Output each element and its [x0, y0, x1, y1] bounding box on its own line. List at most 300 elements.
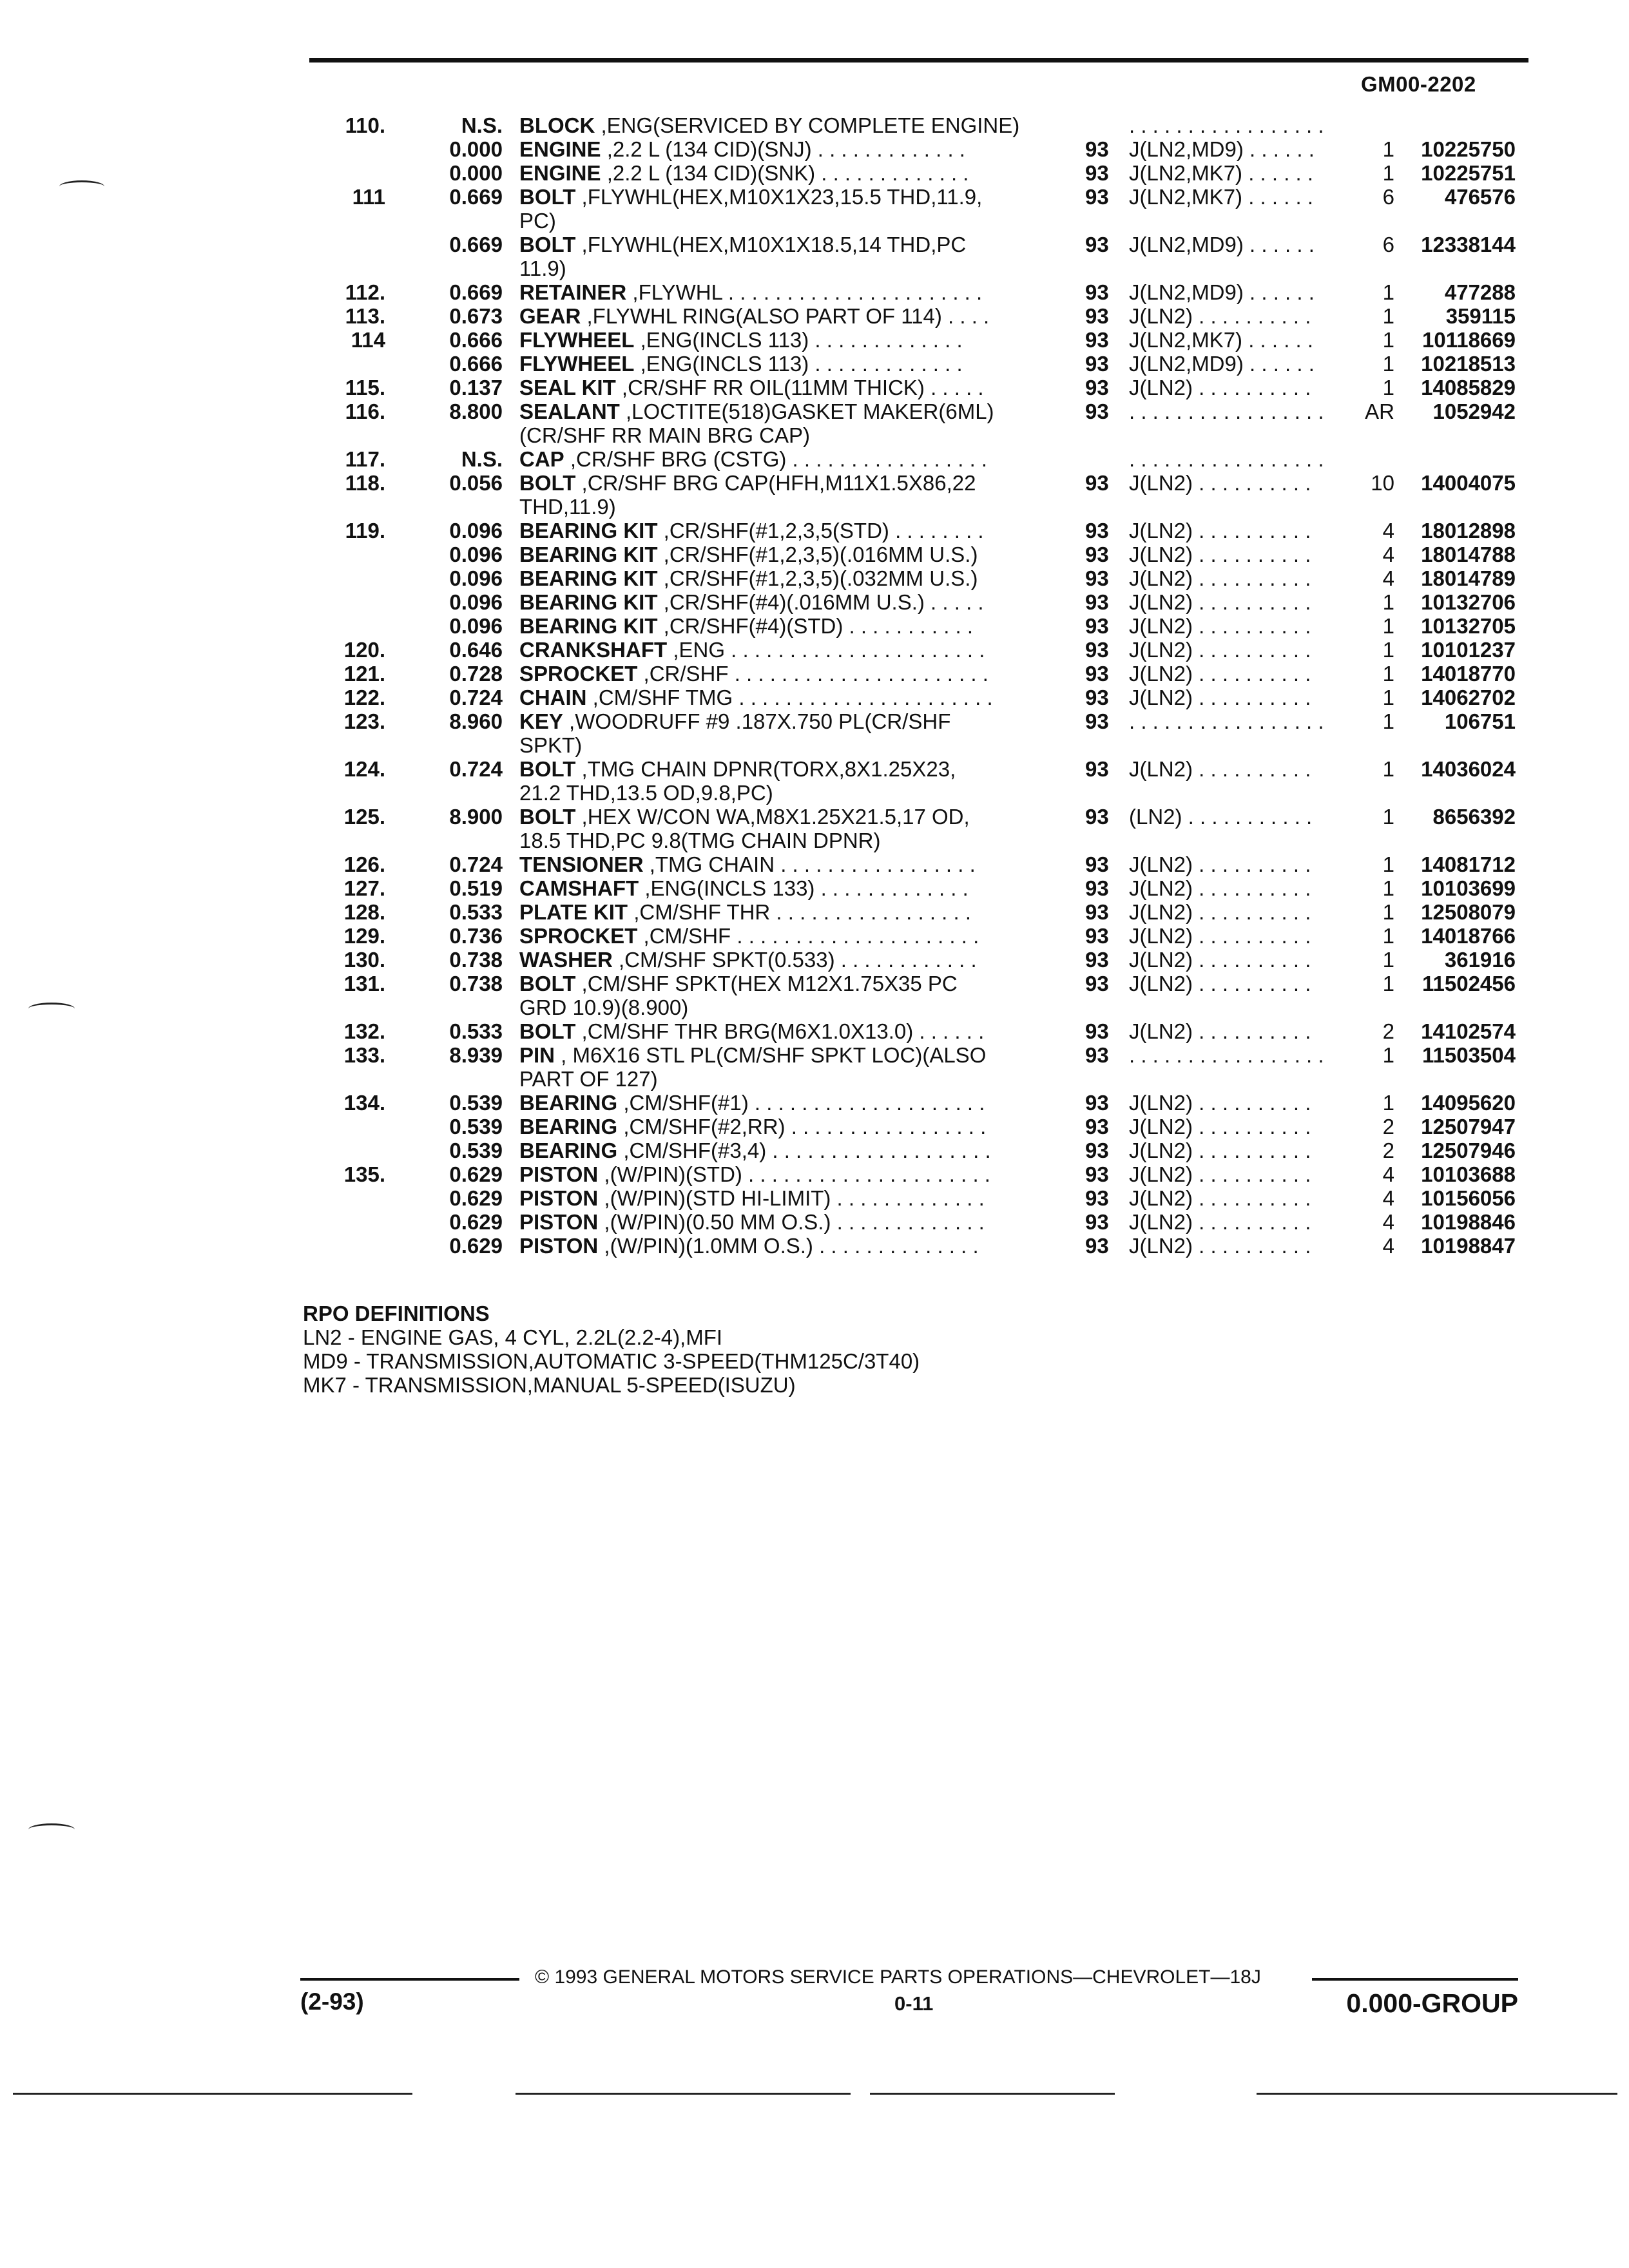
- part-detail: ,CR/SHF(#4)(STD) . . . . . . . . . . .: [657, 614, 974, 638]
- part-number: 10118669: [1422, 328, 1516, 352]
- part-detail: ,CR/SHF BRG (CSTG) . . . . . . . . . . . . . . . . .: [564, 447, 988, 471]
- price-code: 0.096: [449, 543, 503, 566]
- part-number: 106751: [1444, 709, 1516, 733]
- part-name: PLATE KIT: [519, 900, 628, 924]
- price-code: 0.738: [449, 972, 503, 995]
- part-name: SEALANT: [519, 399, 620, 423]
- model-year: 93: [1085, 709, 1109, 733]
- part-number: 10103688: [1421, 1162, 1516, 1186]
- part-description: [519, 638, 1035, 662]
- scan-artifact-line: [1257, 2093, 1617, 2095]
- part-detail: ,CM/SHF(#1) . . . . . . . . . . . . . . . . . . . .: [617, 1091, 985, 1115]
- part-description: [519, 1210, 1035, 1234]
- price-code: 0.669: [449, 185, 503, 209]
- part-detail: ,FLYWHL RING(ALSO PART OF 114) . . . .: [581, 304, 990, 328]
- price-code: 0.629: [449, 1162, 503, 1186]
- quantity: 1: [1382, 709, 1394, 733]
- part-description: [519, 709, 1035, 757]
- part-name: CAP: [519, 447, 564, 471]
- quantity: 2: [1382, 1139, 1394, 1162]
- scan-artifact-line: [13, 2093, 412, 2095]
- table-row: [0, 805, 1629, 852]
- model-year: 93: [1085, 519, 1109, 543]
- usage-code: J(LN2) . . . . . . . . . .: [1129, 1091, 1311, 1115]
- table-row: [0, 662, 1629, 686]
- price-code: N.S.: [461, 113, 503, 137]
- part-detail: ,(W/PIN)(STD HI-LIMIT) . . . . . . . . . . . . .: [598, 1186, 985, 1210]
- part-detail: ,CR/SHF BRG CAP(HFH,M11X1.5X86,22 THD,11.9): [519, 471, 976, 519]
- hole-punch-mark: [28, 1003, 75, 1015]
- model-year: 93: [1085, 876, 1109, 900]
- rpo-line: MD9 - TRANSMISSION,AUTOMATIC 3-SPEED(THM125C/3T40): [303, 1349, 920, 1373]
- usage-code: J(LN2) . . . . . . . . . .: [1129, 1115, 1311, 1139]
- part-number: 14102574: [1421, 1019, 1516, 1043]
- table-row: [0, 948, 1629, 972]
- usage-code: J(LN2,MD9) . . . . . .: [1129, 280, 1315, 304]
- price-code: 0.000: [449, 161, 503, 185]
- part-number: 476576: [1444, 185, 1516, 209]
- table-row: [0, 113, 1629, 137]
- part-detail: ,TMG CHAIN . . . . . . . . . . . . . . . . .: [643, 852, 976, 876]
- quantity: 1: [1382, 638, 1394, 662]
- table-row: [0, 399, 1629, 447]
- model-year: 93: [1085, 352, 1109, 376]
- quantity: 1: [1382, 137, 1394, 161]
- usage-code: J(LN2,MD9) . . . . . .: [1129, 352, 1315, 376]
- table-row: [0, 543, 1629, 566]
- group-label: 0.000-GROUP: [1346, 1988, 1518, 2018]
- usage-code: . . . . . . . . . . . . . . . . .: [1129, 1043, 1324, 1067]
- model-year: 93: [1085, 1162, 1109, 1186]
- part-number: 10198846: [1421, 1210, 1516, 1234]
- part-detail: ,CM/SHF(#2,RR) . . . . . . . . . . . . . . . . .: [617, 1115, 987, 1139]
- part-name: FLYWHEEL: [519, 352, 635, 376]
- quantity: 1: [1382, 352, 1394, 376]
- part-detail: ,ENG(INCLS 113) . . . . . . . . . . . . .: [634, 352, 963, 376]
- part-description: [519, 280, 1035, 304]
- part-detail: , M6X16 STL PL(CM/SHF SPKT LOC)(ALSO PART OF 127): [519, 1043, 987, 1091]
- part-detail: ,LOCTITE(518)GASKET MAKER(6ML) (CR/SHF RR MAIN BRG CAP): [519, 399, 994, 447]
- usage-code: . . . . . . . . . . . . . . . . .: [1129, 447, 1324, 471]
- figure-number: 135.: [343, 1162, 385, 1186]
- quantity: 4: [1382, 1186, 1394, 1210]
- part-number: 14036024: [1421, 757, 1516, 781]
- part-description: [519, 1186, 1035, 1210]
- usage-code: J(LN2,MK7) . . . . . .: [1129, 185, 1314, 209]
- page-number: 0-11: [894, 1992, 934, 2015]
- part-detail: ,(W/PIN)(1.0MM O.S.) . . . . . . . . . . . . . .: [598, 1234, 979, 1258]
- part-name: PISTON: [519, 1210, 599, 1234]
- quantity: 2: [1382, 1115, 1394, 1139]
- table-row: [0, 972, 1629, 1019]
- part-name: PISTON: [519, 1234, 599, 1258]
- quantity: 4: [1382, 1210, 1394, 1234]
- model-year: 93: [1085, 638, 1109, 662]
- quantity: 1: [1382, 852, 1394, 876]
- part-description: [519, 161, 1035, 185]
- footer-date: (2-93): [300, 1988, 364, 2015]
- part-name: BEARING KIT: [519, 543, 658, 566]
- part-number: 10156056: [1421, 1186, 1516, 1210]
- model-year: 93: [1085, 1043, 1109, 1067]
- figure-number: 128.: [343, 900, 385, 924]
- footer-rule-right: [1312, 1978, 1518, 1981]
- part-detail: ,CR/SHF . . . . . . . . . . . . . . . . . . . . . .: [637, 662, 988, 686]
- usage-code: J(LN2) . . . . . . . . . .: [1129, 1019, 1311, 1043]
- usage-code: J(LN2,MK7) . . . . . .: [1129, 161, 1314, 185]
- part-number: 10101237: [1421, 638, 1516, 662]
- model-year: 93: [1085, 614, 1109, 638]
- usage-code: J(LN2) . . . . . . . . . .: [1129, 543, 1311, 566]
- model-year: 93: [1085, 543, 1109, 566]
- model-year: 93: [1085, 1019, 1109, 1043]
- table-row: [0, 852, 1629, 876]
- part-name: WASHER: [519, 948, 613, 972]
- price-code: 0.096: [449, 519, 503, 543]
- table-row: [0, 924, 1629, 948]
- model-year: 93: [1085, 1115, 1109, 1139]
- price-code: 0.724: [449, 852, 503, 876]
- price-code: 0.629: [449, 1234, 503, 1258]
- part-number: 10198847: [1421, 1234, 1516, 1258]
- model-year: 93: [1085, 1139, 1109, 1162]
- usage-code: J(LN2,MD9) . . . . . .: [1129, 137, 1315, 161]
- model-year: 93: [1085, 304, 1109, 328]
- part-name: CAMSHAFT: [519, 876, 639, 900]
- part-detail: ,ENG(INCLS 113) . . . . . . . . . . . . .: [634, 328, 963, 352]
- table-row: [0, 447, 1629, 471]
- part-detail: ,(W/PIN)(0.50 MM O.S.) . . . . . . . . . . . . .: [598, 1210, 985, 1234]
- usage-code: J(LN2) . . . . . . . . . .: [1129, 471, 1311, 495]
- price-code: 0.539: [449, 1091, 503, 1115]
- part-name: BEARING KIT: [519, 590, 658, 614]
- part-description: [519, 590, 1035, 614]
- part-number: 14018770: [1421, 662, 1516, 686]
- part-description: [519, 113, 1035, 137]
- part-description: [519, 805, 1035, 852]
- part-description: [519, 137, 1035, 161]
- quantity: 1: [1382, 304, 1394, 328]
- usage-code: J(LN2) . . . . . . . . . .: [1129, 852, 1311, 876]
- part-detail: ,CR/SHF(#1,2,3,5)(.032MM U.S.): [657, 566, 978, 590]
- part-detail: ,CM/SHF SPKT(HEX M12X1.75X35 PC GRD 10.9)(8.900): [519, 972, 958, 1019]
- part-description: [519, 304, 1035, 328]
- table-row: [0, 614, 1629, 638]
- part-description: [519, 1115, 1035, 1139]
- part-description: [519, 757, 1035, 805]
- part-description: [519, 1043, 1035, 1091]
- quantity: 4: [1382, 543, 1394, 566]
- part-number: 10103699: [1421, 876, 1516, 900]
- usage-code: J(LN2) . . . . . . . . . .: [1129, 1186, 1311, 1210]
- price-code: 0.736: [449, 924, 503, 948]
- quantity: 1: [1382, 686, 1394, 709]
- figure-number: 132.: [343, 1019, 385, 1043]
- document-id: GM00-2202: [1361, 72, 1476, 96]
- part-number: 14018766: [1421, 924, 1516, 948]
- model-year: 93: [1085, 399, 1109, 423]
- table-row: [0, 1043, 1629, 1091]
- figure-number: 129.: [343, 924, 385, 948]
- part-name: SPROCKET: [519, 662, 638, 686]
- figure-number: 130.: [343, 948, 385, 972]
- quantity: 1: [1382, 900, 1394, 924]
- quantity: 1: [1382, 1043, 1394, 1067]
- part-detail: ,FLYWHL(HEX,M10X1X23,15.5 THD,11.9, PC): [519, 185, 983, 233]
- table-row: [0, 1139, 1629, 1162]
- usage-code: J(LN2) . . . . . . . . . .: [1129, 757, 1311, 781]
- rpo-definitions: [303, 1302, 920, 1397]
- part-name: BOLT: [519, 805, 576, 829]
- part-detail: ,HEX W/CON WA,M8X1.25X21.5,17 OD, 18.5 THD,PC 9.8(TMG CHAIN DPNR): [519, 805, 970, 852]
- part-name: PISTON: [519, 1162, 599, 1186]
- price-code: 0.056: [449, 471, 503, 495]
- part-name: PIN: [519, 1043, 555, 1067]
- quantity: 1: [1382, 1091, 1394, 1115]
- price-code: 0.096: [449, 590, 503, 614]
- usage-code: J(LN2) . . . . . . . . . .: [1129, 1234, 1311, 1258]
- part-number: 18012898: [1421, 519, 1516, 543]
- part-description: [519, 852, 1035, 876]
- part-name: FLYWHEEL: [519, 328, 635, 352]
- usage-code: J(LN2,MK7) . . . . . .: [1129, 328, 1314, 352]
- table-row: [0, 304, 1629, 328]
- part-detail: ,FLYWHL(HEX,M10X1X18.5,14 THD,PC 11.9): [519, 233, 967, 280]
- model-year: 93: [1085, 948, 1109, 972]
- part-description: [519, 399, 1035, 447]
- part-name: BEARING: [519, 1139, 618, 1162]
- table-row: [0, 1019, 1629, 1043]
- usage-code: . . . . . . . . . . . . . . . . .: [1129, 709, 1324, 733]
- price-code: 0.533: [449, 900, 503, 924]
- table-row: [0, 280, 1629, 304]
- footer-copyright: © 1993 GENERAL MOTORS SERVICE PARTS OPERATIONS—CHEVROLET—18J: [535, 1966, 1261, 1988]
- part-description: [519, 972, 1035, 1019]
- hole-punch-mark: [28, 1823, 75, 1836]
- part-description: [519, 876, 1035, 900]
- table-row: [0, 185, 1629, 233]
- part-name: BOLT: [519, 1019, 576, 1043]
- table-row: [0, 471, 1629, 519]
- quantity: AR: [1365, 399, 1394, 423]
- usage-code: J(LN2) . . . . . . . . . .: [1129, 566, 1311, 590]
- quantity: 1: [1382, 161, 1394, 185]
- figure-number: 116.: [345, 399, 385, 423]
- part-number: 12507947: [1421, 1115, 1516, 1139]
- usage-code: J(LN2) . . . . . . . . . .: [1129, 686, 1311, 709]
- table-row: [0, 566, 1629, 590]
- table-row: [0, 638, 1629, 662]
- quantity: 4: [1382, 1162, 1394, 1186]
- model-year: 93: [1085, 376, 1109, 399]
- part-detail: ,FLYWHL . . . . . . . . . . . . . . . . . . . . . .: [626, 280, 983, 304]
- usage-code: J(LN2) . . . . . . . . . .: [1129, 662, 1311, 686]
- quantity: 1: [1382, 924, 1394, 948]
- quantity: 4: [1382, 1234, 1394, 1258]
- footer-rule-left: [300, 1978, 519, 1981]
- part-name: SEAL KIT: [519, 376, 616, 399]
- price-code: 0.533: [449, 1019, 503, 1043]
- part-detail: ,CR/SHF RR OIL(11MM THICK) . . . . .: [615, 376, 984, 399]
- figure-number: 126.: [343, 852, 385, 876]
- part-description: [519, 1234, 1035, 1258]
- figure-number: 119.: [345, 519, 385, 543]
- part-detail: ,TMG CHAIN DPNR(TORX,8X1.25X23, 21.2 THD,13.5 OD,9.8,PC): [519, 757, 956, 805]
- part-detail: ,(W/PIN)(STD) . . . . . . . . . . . . . . . . . . . . .: [598, 1162, 990, 1186]
- table-row: [0, 709, 1629, 757]
- price-code: 0.519: [449, 876, 503, 900]
- figure-number: 125.: [343, 805, 385, 829]
- part-detail: ,CM/SHF TMG . . . . . . . . . . . . . . . . . . . . . .: [586, 686, 993, 709]
- usage-code: J(LN2) . . . . . . . . . .: [1129, 924, 1311, 948]
- rpo-line: MK7 - TRANSMISSION,MANUAL 5-SPEED(ISUZU): [303, 1373, 796, 1397]
- part-description: [519, 614, 1035, 638]
- model-year: 93: [1085, 161, 1109, 185]
- usage-code: J(LN2) . . . . . . . . . .: [1129, 376, 1311, 399]
- usage-code: J(LN2) . . . . . . . . . .: [1129, 519, 1311, 543]
- table-row: [0, 876, 1629, 900]
- price-code: 0.539: [449, 1139, 503, 1162]
- usage-code: J(LN2) . . . . . . . . . .: [1129, 638, 1311, 662]
- part-number: 1052942: [1432, 399, 1516, 423]
- quantity: 1: [1382, 948, 1394, 972]
- figure-number: 114: [351, 328, 385, 352]
- figure-number: 123.: [343, 709, 385, 733]
- price-code: 0.669: [449, 280, 503, 304]
- rpo-title: RPO DEFINITIONS: [303, 1302, 490, 1325]
- part-name: CRANKSHAFT: [519, 638, 668, 662]
- part-description: [519, 1139, 1035, 1162]
- usage-code: J(LN2) . . . . . . . . . .: [1129, 948, 1311, 972]
- part-name: BOLT: [519, 757, 576, 781]
- usage-code: J(LN2,MD9) . . . . . .: [1129, 233, 1315, 256]
- part-name: BLOCK: [519, 113, 595, 137]
- part-description: [519, 519, 1035, 543]
- part-detail: ,CR/SHF(#4)(.016MM U.S.) . . . . .: [657, 590, 984, 614]
- part-name: BEARING: [519, 1091, 618, 1115]
- part-name: CHAIN: [519, 686, 587, 709]
- figure-number: 124.: [343, 757, 385, 781]
- part-detail: ,CM/SHF . . . . . . . . . . . . . . . . . . . . .: [637, 924, 979, 948]
- price-code: 8.960: [449, 709, 503, 733]
- part-name: RETAINER: [519, 280, 627, 304]
- table-row: [0, 352, 1629, 376]
- usage-code: . . . . . . . . . . . . . . . . .: [1129, 399, 1324, 423]
- part-number: 10225750: [1421, 137, 1516, 161]
- part-number: 10132705: [1421, 614, 1516, 638]
- part-number: 14095620: [1421, 1091, 1516, 1115]
- price-code: 0.539: [449, 1115, 503, 1139]
- quantity: 1: [1382, 376, 1394, 399]
- part-number: 14085829: [1421, 376, 1516, 399]
- part-number: 14081712: [1421, 852, 1516, 876]
- table-row: [0, 686, 1629, 709]
- part-name: ENGINE: [519, 137, 601, 161]
- quantity: 6: [1382, 185, 1394, 209]
- hole-punch-mark: [59, 180, 104, 193]
- part-number: 14004075: [1421, 471, 1516, 495]
- price-code: 0.666: [449, 352, 503, 376]
- table-row: [0, 1091, 1629, 1115]
- part-detail: ,CM/SHF SPKT(0.533) . . . . . . . . . . . .: [612, 948, 977, 972]
- part-description: [519, 376, 1035, 399]
- price-code: 0.000: [449, 137, 503, 161]
- table-row: [0, 161, 1629, 185]
- part-detail: ,CM/SHF THR . . . . . . . . . . . . . . . . .: [628, 900, 971, 924]
- scan-artifact-line: [516, 2093, 851, 2095]
- part-description: [519, 566, 1035, 590]
- model-year: 93: [1085, 1210, 1109, 1234]
- model-year: 93: [1085, 137, 1109, 161]
- figure-number: 110.: [345, 113, 385, 137]
- quantity: 1: [1382, 590, 1394, 614]
- part-name: KEY: [519, 709, 563, 733]
- usage-code: J(LN2) . . . . . . . . . .: [1129, 614, 1311, 638]
- model-year: 93: [1085, 900, 1109, 924]
- quantity: 1: [1382, 328, 1394, 352]
- model-year: 93: [1085, 686, 1109, 709]
- price-code: 0.669: [449, 233, 503, 256]
- part-number: 8656392: [1432, 805, 1516, 829]
- price-code: 8.800: [449, 399, 503, 423]
- part-name: BEARING KIT: [519, 614, 658, 638]
- figure-number: 112.: [345, 280, 385, 304]
- part-description: [519, 948, 1035, 972]
- figure-number: 118.: [345, 471, 385, 495]
- part-number: 11502456: [1422, 972, 1516, 995]
- model-year: 93: [1085, 1186, 1109, 1210]
- usage-code: . . . . . . . . . . . . . . . . .: [1129, 113, 1324, 137]
- part-description: [519, 1019, 1035, 1043]
- part-name: BOLT: [519, 471, 576, 495]
- quantity: 1: [1382, 662, 1394, 686]
- price-code: 0.724: [449, 686, 503, 709]
- part-description: [519, 1162, 1035, 1186]
- quantity: 1: [1382, 280, 1394, 304]
- part-description: [519, 686, 1035, 709]
- part-number: 361916: [1444, 948, 1516, 972]
- model-year: 93: [1085, 805, 1109, 829]
- part-detail: ,CR/SHF(#1,2,3,5(STD) . . . . . . . .: [657, 519, 984, 543]
- table-row: [0, 590, 1629, 614]
- part-name: BEARING KIT: [519, 566, 658, 590]
- usage-code: J(LN2) . . . . . . . . . .: [1129, 876, 1311, 900]
- price-code: 8.900: [449, 805, 503, 829]
- model-year: 93: [1085, 852, 1109, 876]
- part-number: 477288: [1444, 280, 1516, 304]
- price-code: 0.137: [449, 376, 503, 399]
- part-name: GEAR: [519, 304, 581, 328]
- quantity: 6: [1382, 233, 1394, 256]
- table-row: [0, 1210, 1629, 1234]
- part-name: BOLT: [519, 185, 576, 209]
- table-row: [0, 328, 1629, 352]
- figure-number: 122.: [343, 686, 385, 709]
- model-year: 93: [1085, 280, 1109, 304]
- table-row: [0, 757, 1629, 805]
- usage-code: J(LN2) . . . . . . . . . .: [1129, 304, 1311, 328]
- usage-code: (LN2) . . . . . . . . . . .: [1129, 805, 1313, 829]
- part-number: 12507946: [1421, 1139, 1516, 1162]
- part-name: BOLT: [519, 972, 576, 995]
- part-name: SPROCKET: [519, 924, 638, 948]
- figure-number: 111: [352, 185, 385, 209]
- figure-number: 117.: [345, 447, 385, 471]
- part-description: [519, 543, 1035, 566]
- model-year: 93: [1085, 328, 1109, 352]
- price-code: 0.673: [449, 304, 503, 328]
- part-description: [519, 924, 1035, 948]
